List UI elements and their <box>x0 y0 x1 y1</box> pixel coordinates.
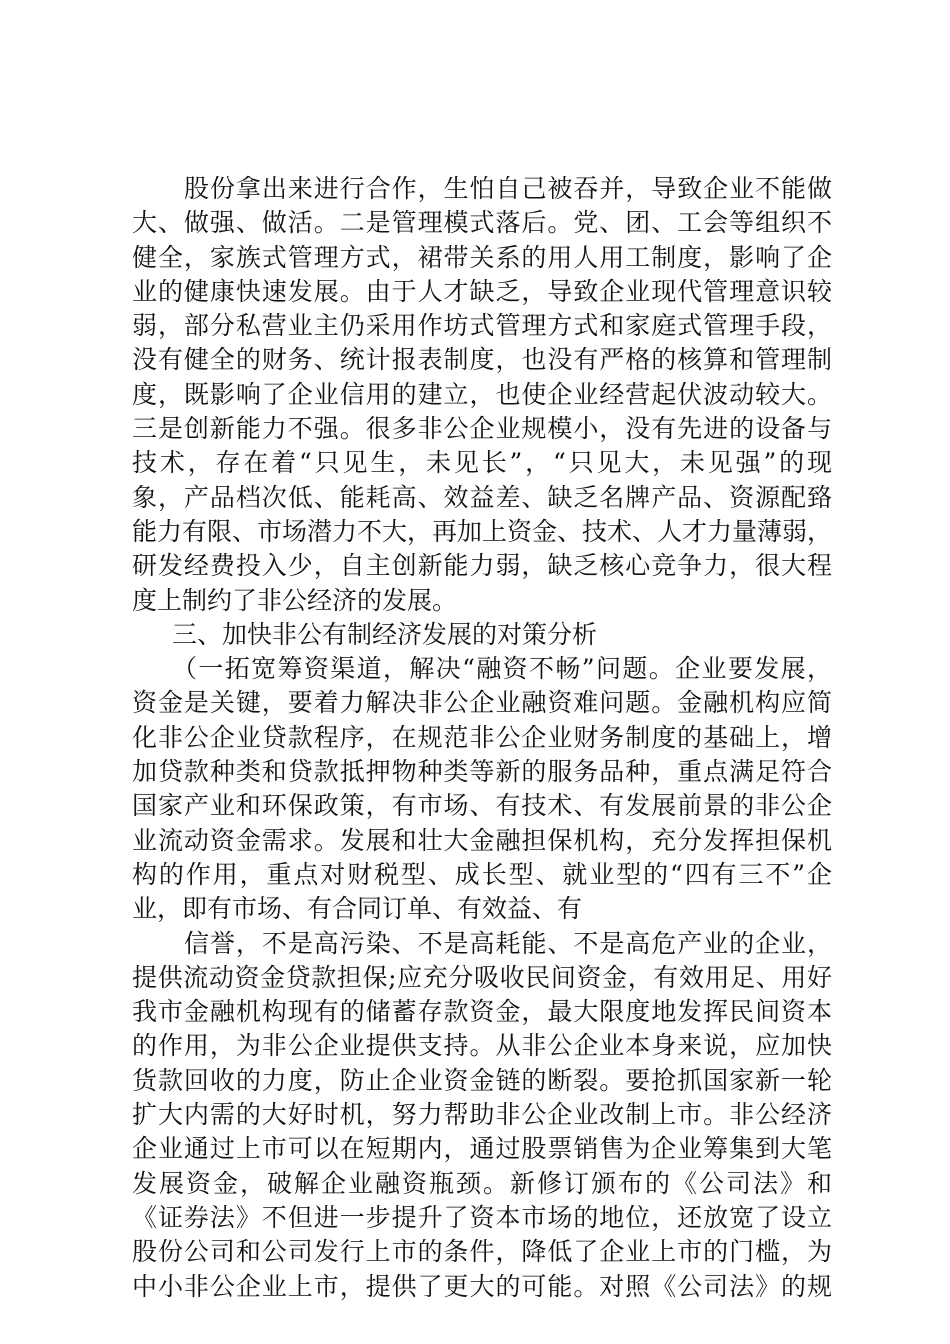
text-line: 中小非公企业上市，提供了更大的可能。对照《公司法》的规 <box>132 1271 832 1301</box>
text-line: 能力有限、市场潜力不大，再加上资金、技术、人才力量薄弱， <box>132 516 832 546</box>
text-line: 象，产品档次低、能耗高、效益差、缺乏名牌产品、资源配臵 <box>132 482 832 512</box>
text-line: 业的健康快速发展。由于人才缺乏，导致企业现代管理意识较 <box>132 276 832 306</box>
text-line: 我市金融机构现有的储蓄存款资金，最大限度地发挥民间资本 <box>132 997 832 1027</box>
text-line: 业，即有市场、有合同订单、有效益、有 <box>132 894 583 924</box>
text-line: 研发经费投入少，自主创新能力弱，缺乏核心竞争力，很大程 <box>132 551 832 581</box>
text-line: 货款回收的力度，防止企业资金链的断裂。要抢抓国家新一轮 <box>132 1065 832 1095</box>
text-line: 大、做强、做活。二是管理模式落后。党、团、工会等组织不 <box>132 208 832 238</box>
text-line: 业流动资金需求。发展和壮大金融担保机构，充分发挥担保机 <box>132 825 832 855</box>
text-line: 的作用，为非公企业提供支持。从非公企业本身来说，应加快 <box>132 1031 832 1061</box>
text-line: 股份公司和公司发行上市的条件，降低了企业上市的门槛，为 <box>132 1237 832 1267</box>
text-line: 扩大内需的大好时机，努力帮助非公企业改制上市。非公经济 <box>132 1100 832 1130</box>
text-line: 弱，部分私营业主仍采用作坊式管理方式和家庭式管理手段， <box>132 311 832 341</box>
text-line: 健全，家族式管理方式，裙带关系的用人用工制度，影响了企 <box>132 242 832 272</box>
text-line: 国家产业和环保政策，有市场、有技术、有发展前景的非公企 <box>132 791 832 821</box>
text-line: 提供流动资金贷款担保;应充分吸收民间资金，有效用足、用好 <box>132 962 832 992</box>
body-text <box>132 172 832 1304</box>
text-line: 构的作用，重点对财税型、成长型、就业型的“四有三不”企 <box>132 859 832 889</box>
text-line: 度上制约了非公经济的发展。 <box>132 585 458 615</box>
text-line: 《证券法》不但进一步提升了资本市场的地位，还放宽了设立 <box>132 1202 832 1232</box>
text-line: 没有健全的财务、统计报表制度，也没有严格的核算和管理制 <box>132 345 832 375</box>
text-line: 资金是关键，要着力解决非公企业融资难问题。金融机构应简 <box>132 688 832 718</box>
section-heading: 三、加快非公有制经济发展的对策分析 <box>172 619 598 649</box>
text-line: 技术，存在着“只见生，未见长”，“只见大，未见强”的现 <box>132 448 832 478</box>
text-line: 企业通过上市可以在短期内，通过股票销售为企业筹集到大笔 <box>132 1134 832 1164</box>
text-line: 化非公企业贷款程序，在规范非公企业财务制度的基础上，增 <box>132 722 832 752</box>
text-line: 加贷款种类和贷款抵押物种类等新的服务品种，重点满足符合 <box>132 757 832 787</box>
text-line: 股份拿出来进行合作，生怕自己被吞并，导致企业不能做 <box>184 174 832 203</box>
text-line: 度，既影响了企业信用的建立，也使企业经营起伏波动较大。 <box>132 379 832 409</box>
text-line: 信誉，不是高污染、不是高耗能、不是高危产业的企业， <box>184 928 832 958</box>
text-line: （一拓宽筹资渠道，解决“融资不畅”问题。企业要发展， <box>172 654 832 684</box>
text-line: 发展资金，破解企业融资瓶颈。新修订颁布的《公司法》和 <box>132 1168 832 1198</box>
text-line: 三是创新能力不强。很多非公企业规模小，没有先进的设备与 <box>132 414 832 444</box>
